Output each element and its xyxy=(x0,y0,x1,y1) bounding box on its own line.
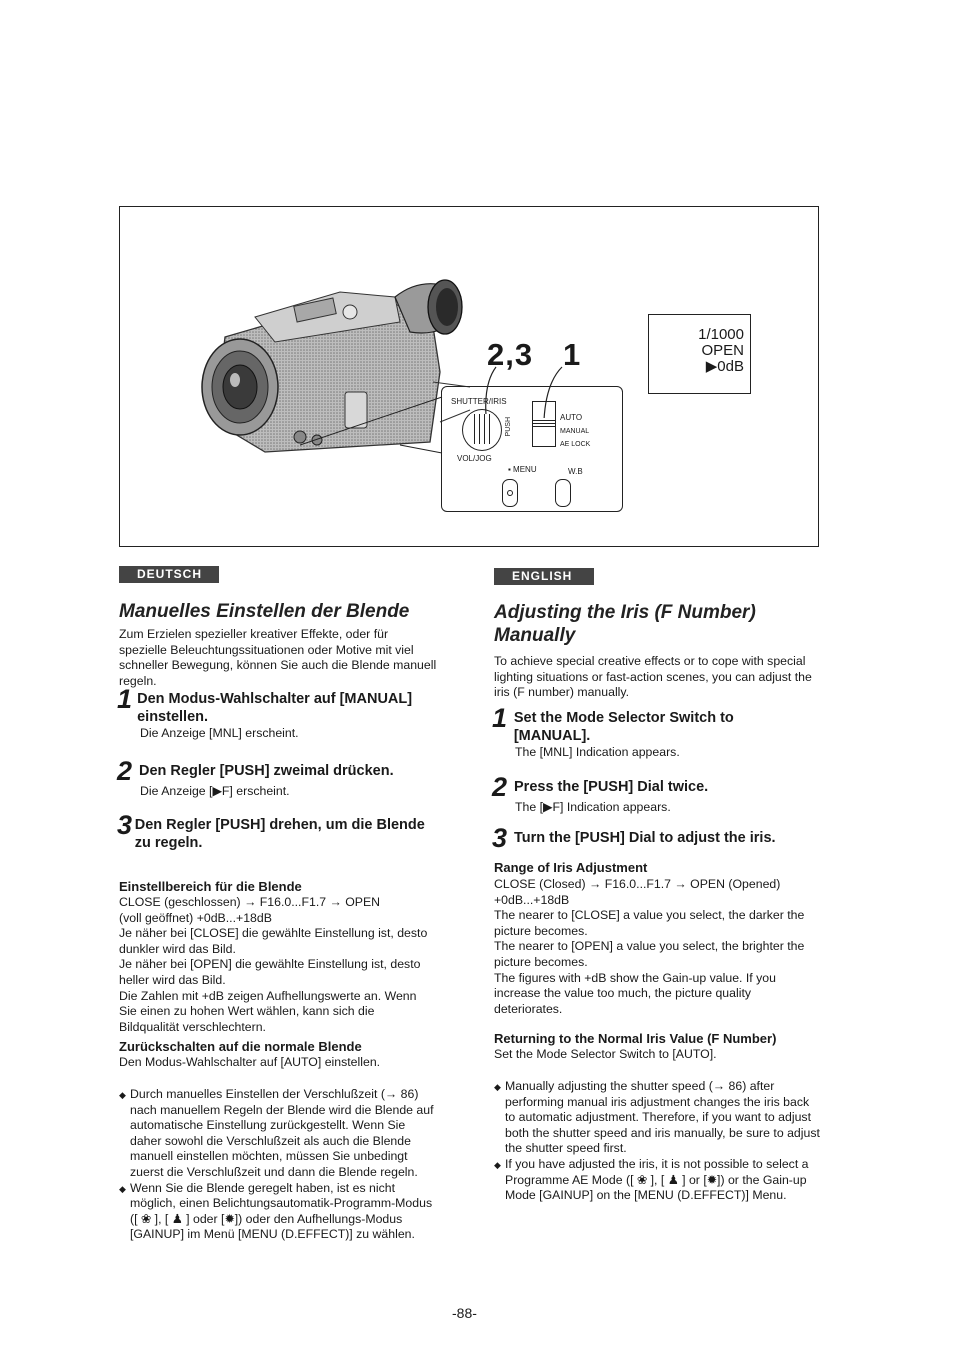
menu-label: ▪ MENU xyxy=(508,465,537,474)
return-heading-en: Returning to the Normal Iris Value (F Number) xyxy=(494,1031,777,1046)
shutter-iris-label: SHUTTER/IRIS xyxy=(451,397,507,406)
manual-label: MANUAL xyxy=(560,428,590,435)
return-heading-de: Zurückschalten auf die normale Blende xyxy=(119,1039,362,1054)
ae-lock-label: AE LOCK xyxy=(560,441,591,448)
step-text: Den Regler [PUSH] drehen, um die Blende zu regeln. xyxy=(134,817,425,851)
wb-label: W.B xyxy=(568,467,583,476)
vol-jog-label: VOL/JOG xyxy=(457,454,492,463)
menu-button[interactable] xyxy=(502,479,518,507)
callout-step-1: 1 xyxy=(563,337,581,372)
iris-readout: OPEN xyxy=(701,342,744,359)
step-note: The [MNL] Indication appears. xyxy=(515,745,680,759)
range-heading-en: Range of Iris Adjustment xyxy=(494,860,648,875)
page-number: -88- xyxy=(452,1305,477,1321)
return-text-en: Set the Mode Selector Switch to [AUTO]. xyxy=(494,1047,717,1061)
range-body-de: CLOSE (geschlossen) → F16.0...F1.7 → OPEN (voll geöffnet) +0dB...+18dB Je näher bei [CLOSE] die gewählte Einstellung ist, desto dunkler wird das Bild. Je näher bei [OPEN] die gewählte Einstellung ist, desto heller wird das Bild. Die Zahlen mit +dB zeigen Aufhellungswerte an. Wenn Sie einen zu hohen Wert wählen, kann sich die Bildqualität verschlechtern. xyxy=(119,895,428,1034)
step-text: Den Modus-Wahlschalter auf [MANUAL] einstellen. xyxy=(137,691,413,725)
step-text: Press the [PUSH] Dial twice. xyxy=(514,779,709,795)
section-title-en: Adjusting the Iris (F Number) Manually xyxy=(494,602,756,646)
step-3-de: 3 Den Regler [PUSH] drehen, um die Blende zu regeln. xyxy=(117,812,427,852)
list-item: ◆ If you have adjusted the iris, it is not possible to select a Programme AE Mode ([ ❀ ], [ ♟ ] or [✹]) or the Gain-up Mode [GAINUP] on the [MENU (D.EFFECT)] Menu. xyxy=(494,1156,809,1203)
push-label: PUSH xyxy=(505,417,512,437)
list-item: ◆ Durch manuelles Einstellen der Verschlußzeit (→ 86) nach manuellem Regeln der Blende wird die Blende auf automatische Einstellung zurückgestellt. Wenn Sie daher sowohl die Verschlußzeit als auch die Blende manuell einstellen möchten, müssen Sie unbedingt zuerst die Verschlußzeit und dann die Blende regeln. xyxy=(119,1087,434,1179)
viewfinder-display xyxy=(648,314,751,394)
step-text: Turn the [PUSH] Dial to adjust the iris. xyxy=(514,830,776,846)
step-1-en: 1 Set the Mode Selector Switch to [MANUAL]. The [MNL] Indication appears. xyxy=(492,705,812,760)
push-dial[interactable] xyxy=(462,409,502,451)
step-3-en: 3 Turn the [PUSH] Dial to adjust the iris. xyxy=(492,823,776,853)
panel-leader-lines xyxy=(300,395,445,455)
intro-en: To achieve special creative effects or to cope with special lighting situations or fast-action scenes, you can adjust the iris (F number) manually. xyxy=(494,654,812,700)
mode-selector-switch[interactable] xyxy=(532,401,556,447)
step-note: The [▶F] Indication appears. xyxy=(515,800,671,814)
range-body-en: CLOSE (Closed) → F16.0...F1.7 → OPEN (Opened) +0dB...+18dB The nearer to [CLOSE] a value you select, the darker the picture becomes. The nearer to [OPEN] a value you select, the brighter the picture becomes. The figures with +dB show the Gain-up value. If you increase the value too much, the picture quality deteriorates. xyxy=(494,877,805,1016)
notes-en xyxy=(494,1079,820,1204)
wb-button[interactable] xyxy=(555,479,571,507)
language-badge-english: ENGLISH xyxy=(494,568,594,585)
control-panel-detail xyxy=(441,386,623,512)
step-note: Die Anzeige [MNL] erscheint. xyxy=(140,726,299,740)
step-1-de: 1 Den Modus-Wahlschalter auf [MANUAL] einstellen. Die Anzeige [MNL] erscheint. xyxy=(117,686,457,741)
step-note: Die Anzeige [▶F] erscheint. xyxy=(140,784,290,798)
return-text-de: Den Modus-Wahlschalter auf [AUTO] einstellen. xyxy=(119,1055,381,1069)
gain-readout: ▶0dB xyxy=(705,358,744,375)
intro-de: Zum Erzielen spezieller kreativer Effekte, oder für spezielle Beleuchtungssituationen oder Motive mit viel schneller Bewegung, können Sie auch die Blende manuell regeln. xyxy=(119,627,437,688)
language-badge-deutsch: DEUTSCH xyxy=(119,566,219,583)
callout-steps-2-3: 2,3 xyxy=(487,337,534,372)
step-2-de: 2 Den Regler [PUSH] zweimal drücken. Die Anzeige [▶F] erscheint. xyxy=(117,758,457,799)
notes-de xyxy=(119,1087,439,1243)
shutter-speed-readout: 1/1000 xyxy=(698,326,744,343)
list-item: ◆ Wenn Sie die Blende geregelt haben, ist es nicht möglich, einen Belichtungsautomatik-Programm-Modus ([ ❀ ], [ ♟ ] oder [✹]) oder den Aufhellungs-Modus [GAINUP] im Menü [MENU (D.EFFECT)] zu wählen. xyxy=(119,1180,433,1242)
section-title-de: Manuelles Einstellen der Blende xyxy=(119,601,410,622)
range-heading-de: Einstellbereich für die Blende xyxy=(119,879,302,894)
list-item: ◆ Manually adjusting the shutter speed (→ 86) after performing manual iris adjustment changes the iris back to automatic adjustment. Therefore, if you want to adjust both the shutter speed and iris manually, be sure to adjust the shutter speed first. xyxy=(494,1079,820,1156)
step-text: Set the Mode Selector Switch to [MANUAL]. xyxy=(513,710,734,744)
step-text: Den Regler [PUSH] zweimal drücken. xyxy=(139,763,394,779)
step-2-en: 2 Press the [PUSH] Dial twice. The [▶F] Indication appears. xyxy=(492,774,812,815)
auto-label: AUTO xyxy=(560,413,583,422)
